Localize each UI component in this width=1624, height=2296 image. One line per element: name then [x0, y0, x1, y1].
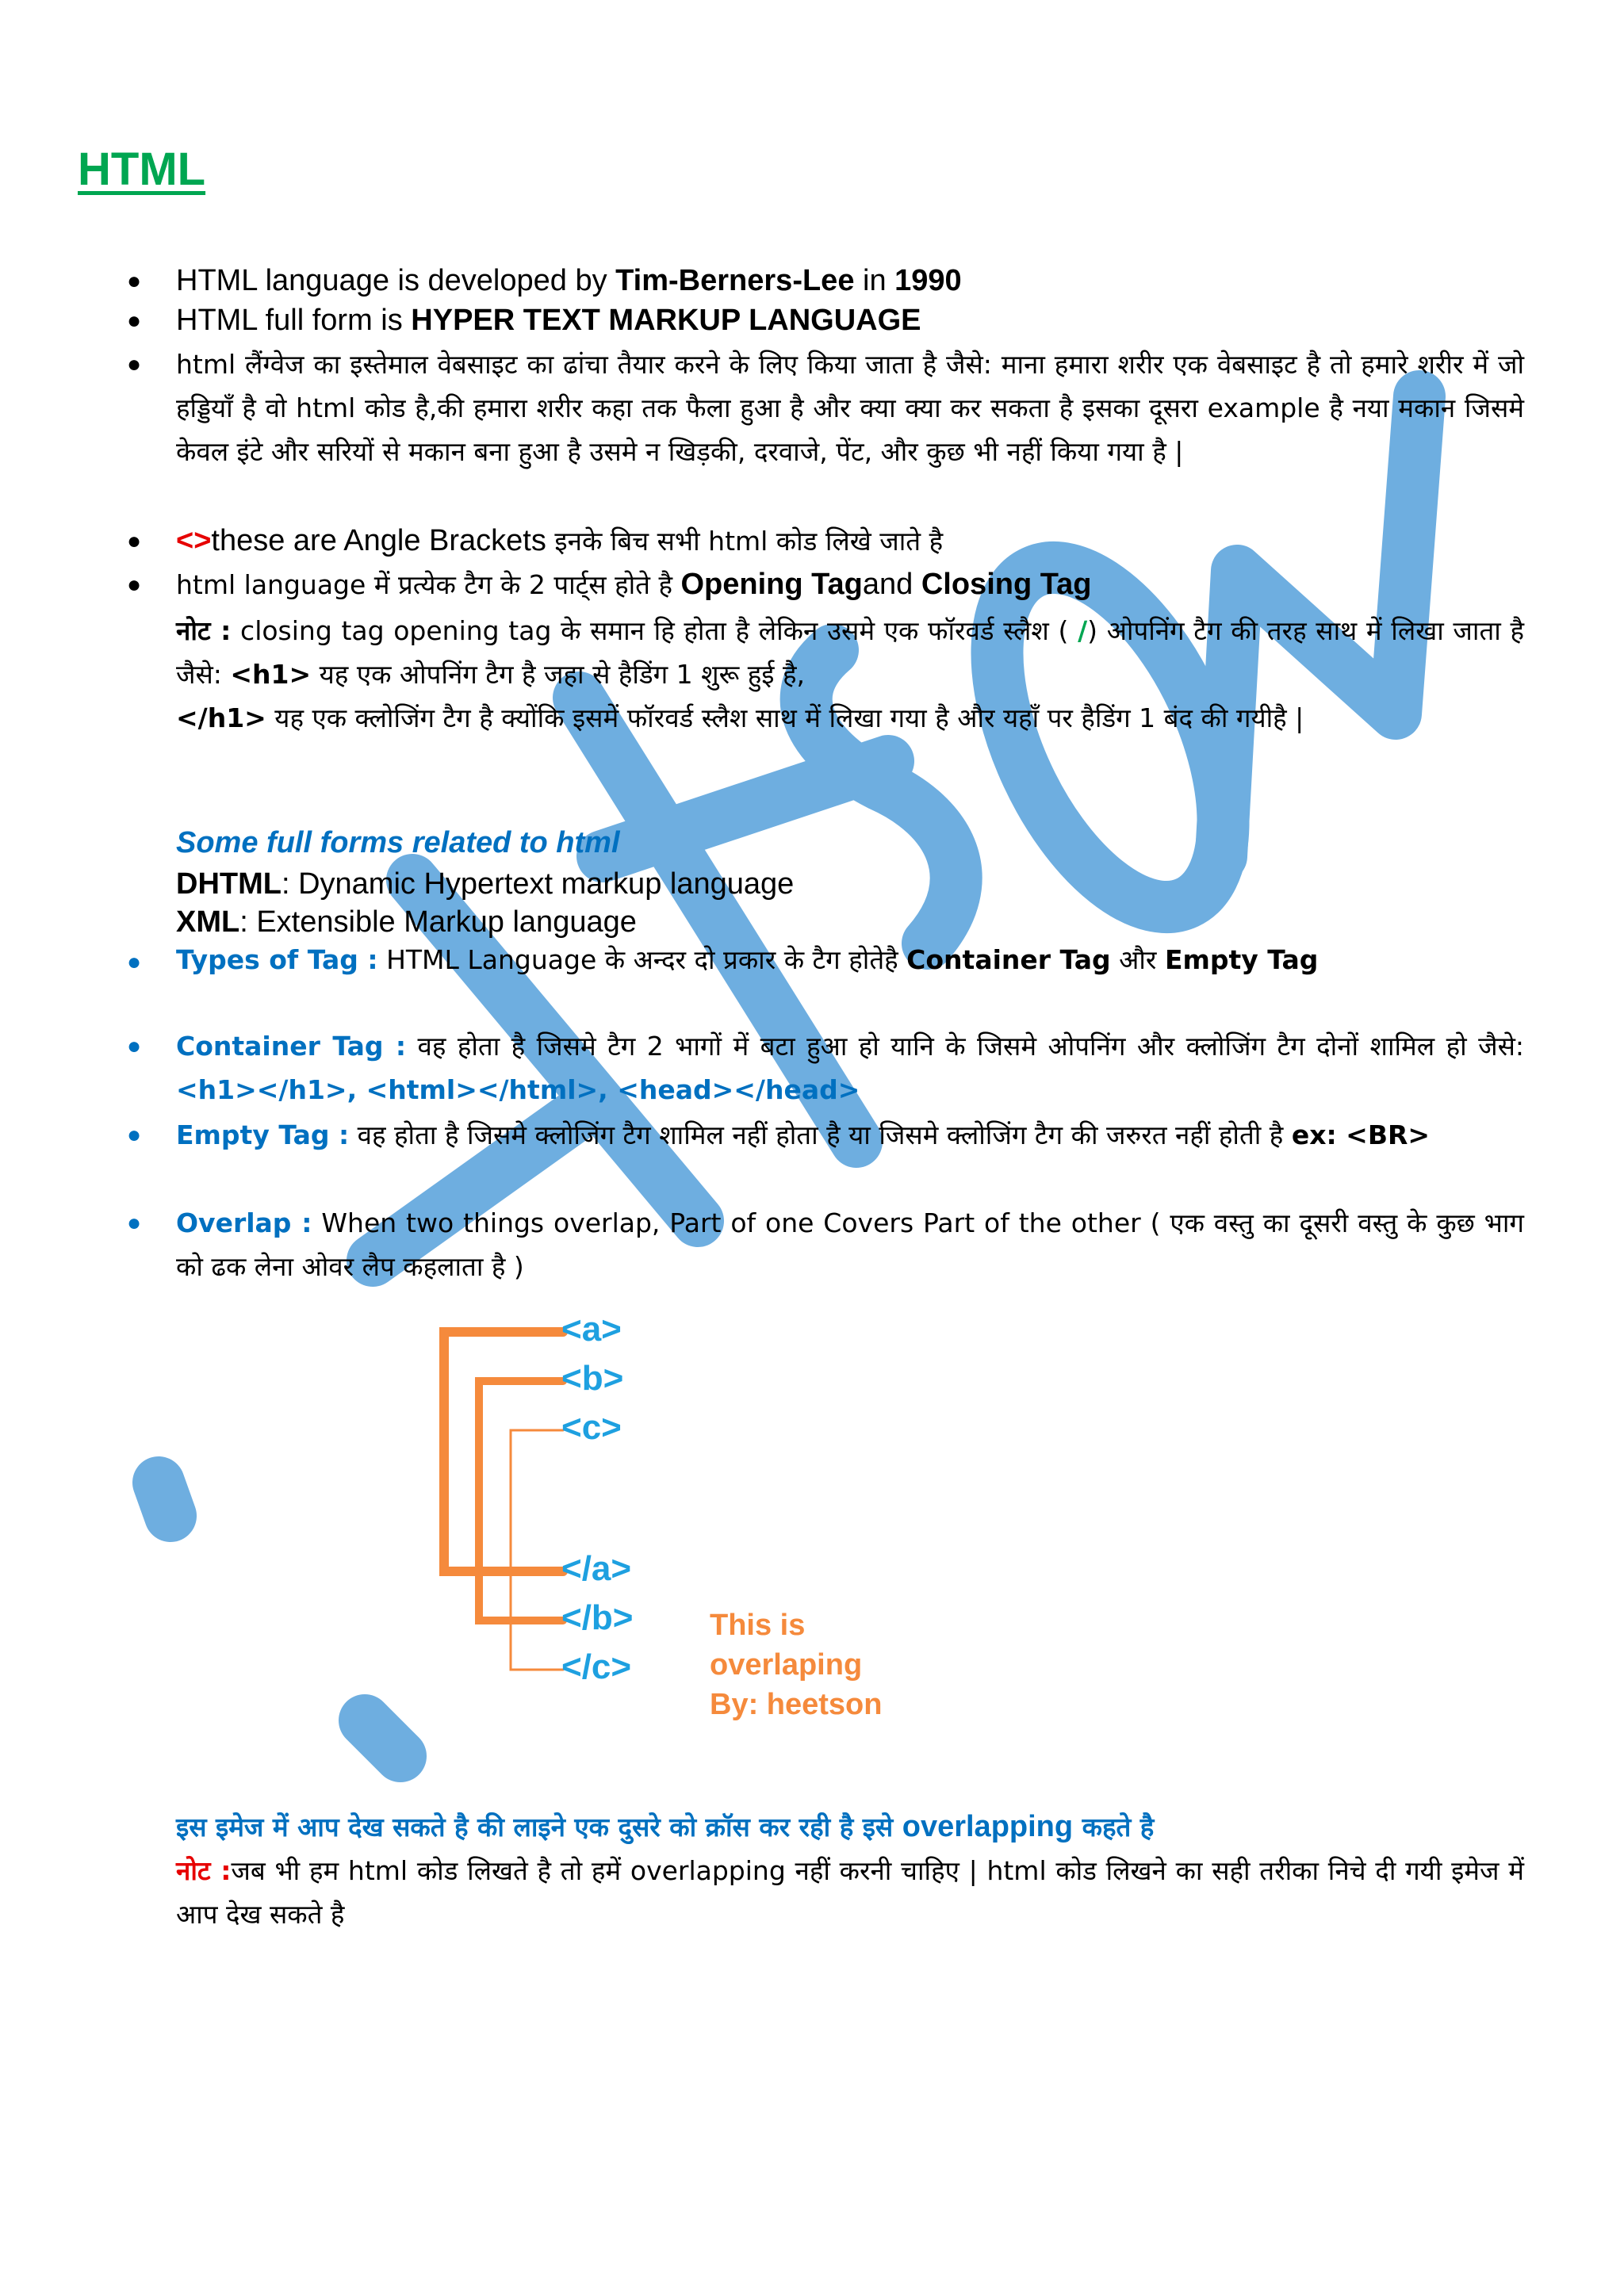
- bullet-icon: ●: [127, 949, 142, 975]
- bullet-developer: HTML language is developed by Tim-Berners-Lee in 1990: [176, 264, 962, 297]
- page-title: HTML: [78, 144, 206, 195]
- line-b: [479, 1381, 563, 1621]
- full-form-item: DHTML: Dynamic Hypertext markup language: [176, 867, 795, 901]
- full-forms-heading: Some full forms related to html: [176, 826, 620, 859]
- tag-a-close: </a>: [561, 1549, 632, 1588]
- bullet-icon: ●: [127, 268, 142, 294]
- diagram-caption: This is overlaping By: heetson: [710, 1609, 883, 1721]
- footer-paragraph: इस इमेज में आप देख सकते है की लाइने एक दुसरे को क्रॉस कर रही है इसे overlapping कहते है नोट :जब भी हम html कोड लिखते है तो हमें overlapping नहीं करनी चाहिए | html कोड लिखने का सही तरीका निचे दी गयी इमेज में आप देख सकते है: [176, 1810, 1524, 1930]
- bullet-icon: ●: [127, 528, 142, 554]
- tag-b-open: <b>: [561, 1359, 624, 1398]
- overlap-lines: [428, 1300, 983, 1744]
- bullet-icon: ●: [127, 1122, 142, 1148]
- bullet-icon: ●: [127, 572, 142, 598]
- tag-c-open: <c>: [561, 1408, 622, 1447]
- bullet-icon: ●: [127, 308, 142, 334]
- bullet-angle-brackets: <>these are Angle Brackets इनके बिच सभी html कोड लिखे जाते है: [176, 524, 944, 557]
- line-a: [444, 1332, 563, 1571]
- empty-tag-definition: Empty Tag : वह होता है जिसमे क्लोजिंग टैग शामिल नहीं होता है या जिसमे क्लोजिंग टैग की जरुरत नहीं होती है ex: <BR>: [176, 1119, 1431, 1150]
- bullet-full-form: HTML full form is HYPER TEXT MARKUP LANGUAGE: [176, 304, 921, 337]
- overlap-diagram: [428, 1300, 983, 1744]
- bullet-icon: ●: [127, 1033, 142, 1059]
- tag-c-close: </c>: [561, 1647, 632, 1686]
- tag-a-open: <a>: [561, 1310, 622, 1349]
- container-tag-definition: Container Tag : वह होता है जिसमे टैग 2 भागों में बटा हुआ हो यानि के जिसमे ओपनिंग और क्लोजिंग टैग दोनों शामिल हो जैसे:<h1></h1>, <html></html>, <head></head>: [176, 1031, 1524, 1105]
- line-c: [511, 1430, 563, 1670]
- bullet-tag-parts: html language में प्रत्येक टैग के 2 पार्ट्स होते है Opening Tagand Closing Tag: [176, 568, 1092, 601]
- full-forms-section: [176, 821, 1524, 941]
- note-closing-tag: नोट : closing tag opening tag के समान हि होता है लेकिन उसमे एक फॉरवर्ड स्लैश ( /) ओपनिंग टैग की तरह साथ में लिखा जाता है जैसे: <h1> यह एक ओपनिंग टैग है जहा से हैडिंग 1 शुरू हुई है, </h1> यह एक क्लोजिंग टैग है क्योंकि इसमें फॉरवर्ड स्लैश साथ में लिखा गया है और यहाँ पर हैडिंग 1 बंद की गयीहै |: [176, 615, 1525, 733]
- bullet-usage-paragraph: html लैंग्वेज का इस्तेमाल वेबसाइट का ढांचा तैयार करने के लिए किया जाता है जैसे: माना हमारा शरीर एक वेबसाइट है तो हमारे शरीर में जो हड्डियाँ है वो html कोड है,की हमारा शरीर कहा तक फैला हुआ है और क्या क्या कर सकता है इसका दूसरा example है नया मकान जिसमे केवल इंटे और सरियों से मकान बना हुआ है उसमे न खिड़की, दरवाजे, पेंट, और कुछ भी नहीं किया गया है |: [176, 349, 1524, 467]
- bullet-icon: ●: [127, 351, 142, 377]
- overlap-definition: Overlap : When two things overlap, Part of one Covers Part of the other ( एक वस्तु का दूसरी वस्तु के कुछ भाग को ढक लेना ओवर लैप कहलाता है ): [176, 1207, 1525, 1282]
- types-of-tag: Types of Tag : HTML Language के अन्दर दो प्रकार के टैग होतेहै Container Tag और Empty Tag: [176, 944, 1319, 975]
- full-form-item: XML: Extensible Markup language: [176, 905, 637, 939]
- bullet-icon: ●: [127, 1210, 142, 1236]
- tag-b-close: </b>: [561, 1598, 634, 1637]
